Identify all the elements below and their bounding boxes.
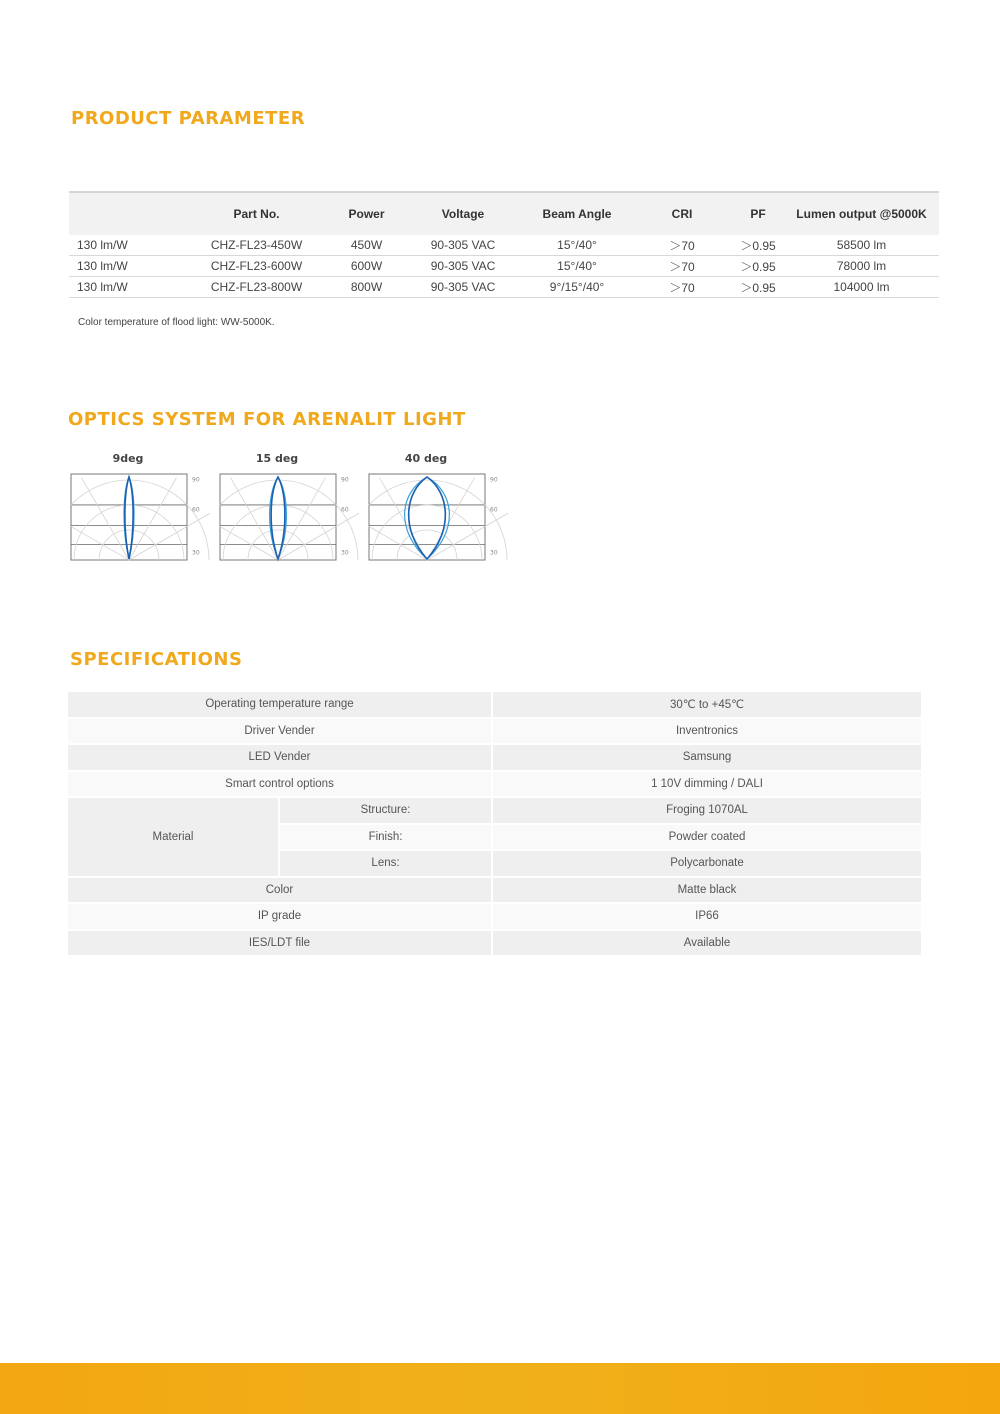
table-cell: CHZ-FL23-600W xyxy=(184,256,329,277)
table-cell: 15°/40° xyxy=(522,256,632,277)
scale-label: 60 xyxy=(490,506,498,514)
spec-key: Operating temperature range xyxy=(68,692,493,717)
spec-key: Smart control options xyxy=(68,772,493,797)
scale-label: 60 xyxy=(192,506,200,514)
spec-key: Finish: xyxy=(280,825,493,850)
specifications-heading: SPECIFICATIONS xyxy=(70,649,243,670)
table-row xyxy=(68,745,921,770)
column-header: Voltage xyxy=(404,192,522,235)
table-cell: 9°/15°/40° xyxy=(522,277,632,298)
spec-value: IP66 xyxy=(493,904,921,929)
polar-diagram xyxy=(368,472,508,564)
table-row xyxy=(68,931,921,956)
beam-diagram-15deg xyxy=(219,448,359,568)
optics-heading: OPTICS SYSTEM FOR ARENALIT LIGHT xyxy=(68,409,466,430)
diagram-frame xyxy=(71,474,187,560)
table-row xyxy=(68,692,921,717)
beam-diagram-40deg xyxy=(368,448,508,568)
scale-label: 30 xyxy=(490,549,498,557)
spec-key: Lens: xyxy=(280,851,493,876)
spec-value: Available xyxy=(493,931,921,956)
table-cell: 90-305 VAC xyxy=(404,256,522,277)
specifications-table xyxy=(68,690,921,957)
scale-label: 90 xyxy=(490,476,498,484)
beam-diagram-label: 15 deg xyxy=(255,452,299,465)
table-header-row xyxy=(69,192,939,235)
scale-label: 60 xyxy=(341,506,349,514)
table-row xyxy=(68,904,921,929)
scale-label: 30 xyxy=(341,549,349,557)
column-header xyxy=(69,192,184,235)
table-cell: 90-305 VAC xyxy=(404,235,522,256)
polar-diagram xyxy=(70,472,210,564)
table-cell: 600W xyxy=(329,256,404,277)
spec-value: Powder coated xyxy=(493,825,921,850)
spec-key: IP grade xyxy=(68,904,493,929)
table-cell: ＞0.95 xyxy=(732,277,784,298)
spec-value: Polycarbonate xyxy=(493,851,921,876)
table-cell: ＞70 xyxy=(632,235,732,256)
table-row xyxy=(68,719,921,744)
table-cell: CHZ-FL23-450W xyxy=(184,235,329,256)
table-cell: 130 lm/W xyxy=(69,235,184,256)
spec-value: Samsung xyxy=(493,745,921,770)
diagram-frame xyxy=(369,474,485,560)
spec-value: Froging 1070AL xyxy=(493,798,921,823)
table-row xyxy=(68,798,921,823)
beam-diagram-9deg xyxy=(70,448,210,568)
table-cell: CHZ-FL23-800W xyxy=(184,277,329,298)
table-cell: 78000 lm xyxy=(784,256,939,277)
table-row xyxy=(69,277,939,298)
spec-value: 1 10V dimming / DALI xyxy=(493,772,921,797)
diagram-frame xyxy=(220,474,336,560)
product-parameter-table xyxy=(69,191,939,298)
column-header: Power xyxy=(329,192,404,235)
table-cell: ＞0.95 xyxy=(732,235,784,256)
table-cell: ＞70 xyxy=(632,277,732,298)
table-cell: 104000 lm xyxy=(784,277,939,298)
table-cell: 130 lm/W xyxy=(69,277,184,298)
footer-bar xyxy=(0,1363,1000,1414)
column-header: Beam Angle xyxy=(522,192,632,235)
table-cell: 90-305 VAC xyxy=(404,277,522,298)
beam-diagram-label: 9deg xyxy=(112,452,144,465)
column-header: CRI xyxy=(632,192,732,235)
table-row xyxy=(68,878,921,903)
table-cell: ＞70 xyxy=(632,256,732,277)
table-cell: ＞0.95 xyxy=(732,256,784,277)
spec-value: Inventronics xyxy=(493,719,921,744)
spec-key: Driver Vender xyxy=(68,719,493,744)
spec-key: Color xyxy=(68,878,493,903)
table-cell: 800W xyxy=(329,277,404,298)
column-header: PF xyxy=(732,192,784,235)
polar-diagram xyxy=(219,472,359,564)
column-header: Lumen output @5000K xyxy=(784,192,939,235)
scale-label: 90 xyxy=(341,476,349,484)
spec-key: Structure: xyxy=(280,798,493,823)
column-header: Part No. xyxy=(184,192,329,235)
color-temperature-note: Color temperature of flood light: WW-5000K. xyxy=(78,317,275,328)
table-row xyxy=(69,235,939,256)
beam-diagram-label: 40 deg xyxy=(404,452,448,465)
table-cell: 58500 lm xyxy=(784,235,939,256)
spec-value: Matte black xyxy=(493,878,921,903)
table-row xyxy=(69,256,939,277)
table-cell: 15°/40° xyxy=(522,235,632,256)
spec-key: LED Vender xyxy=(68,745,493,770)
scale-label: 30 xyxy=(192,549,200,557)
table-cell: 130 lm/W xyxy=(69,256,184,277)
table-cell: 450W xyxy=(329,235,404,256)
product-parameter-heading: PRODUCT PARAMETER xyxy=(71,108,306,129)
spec-value: 30℃ to +45℃ xyxy=(493,692,921,717)
material-label: Material xyxy=(68,798,280,876)
spec-key: IES/LDT file xyxy=(68,931,493,956)
scale-label: 90 xyxy=(192,476,200,484)
table-row xyxy=(68,772,921,797)
